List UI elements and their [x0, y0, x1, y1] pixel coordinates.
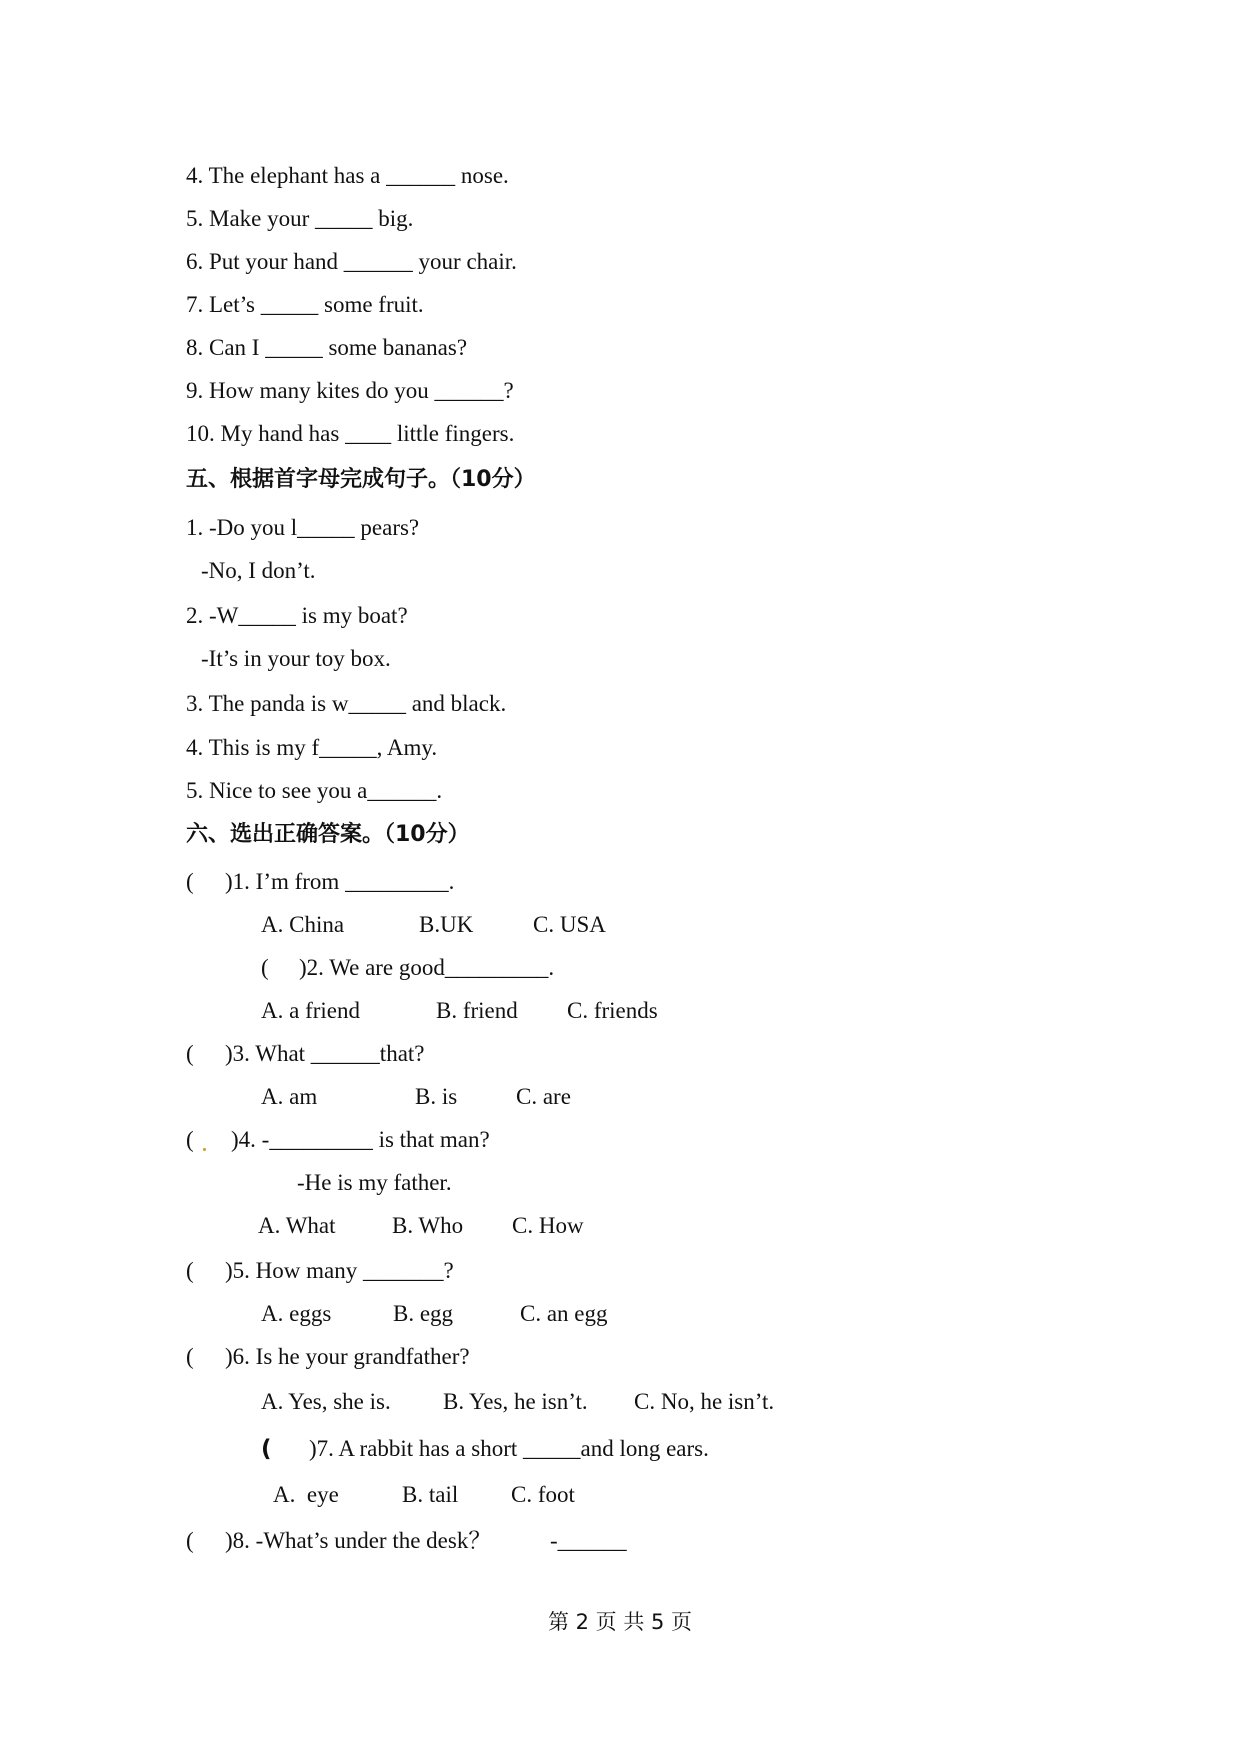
section-5-heading: 五、根据首字母完成句子。（10分） — [186, 467, 536, 492]
fill-blank-item-5: 5. Make your _____ big. — [186, 206, 414, 231]
page-number-footer: 第 2 页 共 5 页 — [547, 1610, 693, 1634]
fill-blank-item-9: 9. How many kites do you ______? — [186, 378, 514, 403]
initial-letter-q3: 3. The panda is w_____ and black. — [186, 691, 507, 716]
answer-paren-q2: ( — [261, 955, 269, 980]
mc-q5-option-b: B. egg — [393, 1301, 454, 1326]
mc-question-2: )2. We are good_________. — [299, 955, 555, 980]
mc-q4-reply: -He is my father. — [297, 1170, 452, 1195]
mc-q1-option-a: A. China — [261, 912, 345, 937]
answer-paren-q1: ( — [186, 869, 194, 894]
mc-q1-option-b: B.UK — [419, 912, 474, 937]
initial-letter-q1: 1. -Do you l_____ pears? — [186, 515, 420, 540]
mc-q3-option-c: C. are — [516, 1084, 571, 1109]
mc-q3-option-a: A. am — [261, 1084, 318, 1109]
mc-q4-option-a: A. What — [258, 1213, 336, 1238]
fill-blank-item-8: 8. Can I _____ some bananas? — [186, 335, 468, 360]
mc-q5-option-a: A. eggs — [261, 1301, 332, 1326]
mc-q6-option-b: B. Yes, he isn’t. — [443, 1389, 588, 1414]
mc-q7-option-c: C. foot — [511, 1482, 575, 1507]
initial-letter-q1-reply: -No, I don’t. — [201, 558, 316, 583]
mc-question-1: )1. I’m from _________. — [225, 869, 455, 894]
answer-paren-q6: ( — [186, 1344, 194, 1369]
answer-paren-q7: ( — [261, 1436, 272, 1462]
initial-letter-q4: 4. This is my f_____, Amy. — [186, 735, 438, 760]
mc-question-6: )6. Is he your grandfather? — [225, 1344, 470, 1369]
mc-question-5: )5. How many _______? — [225, 1258, 454, 1283]
mc-q6-option-c: C. No, he isn’t. — [634, 1389, 775, 1414]
mc-q2-option-b: B. friend — [436, 998, 518, 1023]
fill-blank-item-6: 6. Put your hand ______ your chair. — [186, 249, 517, 274]
mc-q2-option-c: C. friends — [567, 998, 658, 1023]
mc-q6-option-a: A. Yes, she is. — [261, 1389, 391, 1414]
stray-mark — [203, 1148, 206, 1151]
mc-q2-option-a: A. a friend — [261, 998, 360, 1023]
mc-q3-option-b: B. is — [415, 1084, 458, 1109]
answer-paren-q8: ( — [186, 1528, 194, 1553]
mc-question-8: )8. -What’s under the desk？ — [225, 1528, 492, 1553]
mc-q4-option-b: B. Who — [392, 1213, 464, 1238]
section-6-heading: 六、选出正确答案。（10分） — [186, 822, 470, 847]
mc-q7-option-b: B. tail — [402, 1482, 459, 1507]
mc-question-7: )7. A rabbit has a short _____and long ears. — [309, 1436, 709, 1461]
answer-paren-q4: ( — [186, 1127, 194, 1152]
fill-blank-item-10: 10. My hand has ____ little fingers. — [186, 421, 515, 446]
mc-q7-option-a: A. eye — [273, 1482, 339, 1507]
mc-q4-option-c: C. How — [512, 1213, 584, 1238]
mc-q8-answer-blank: -______ — [550, 1528, 627, 1553]
fill-blank-item-4: 4. The elephant has a ______ nose. — [186, 163, 509, 188]
mc-q1-option-c: C. USA — [533, 912, 606, 937]
mc-question-4: )4. -_________ is that man? — [231, 1127, 490, 1152]
answer-paren-q5: ( — [186, 1258, 194, 1283]
initial-letter-q5: 5. Nice to see you a______. — [186, 778, 443, 803]
mc-q5-option-c: C. an egg — [520, 1301, 608, 1326]
fill-blank-item-7: 7. Let’s _____ some fruit. — [186, 292, 424, 317]
initial-letter-q2: 2. -W_____ is my boat? — [186, 603, 408, 628]
initial-letter-q2-reply: -It’s in your toy box. — [201, 646, 391, 671]
answer-paren-q3: ( — [186, 1041, 194, 1066]
mc-question-3: )3. What ______that? — [225, 1041, 425, 1066]
